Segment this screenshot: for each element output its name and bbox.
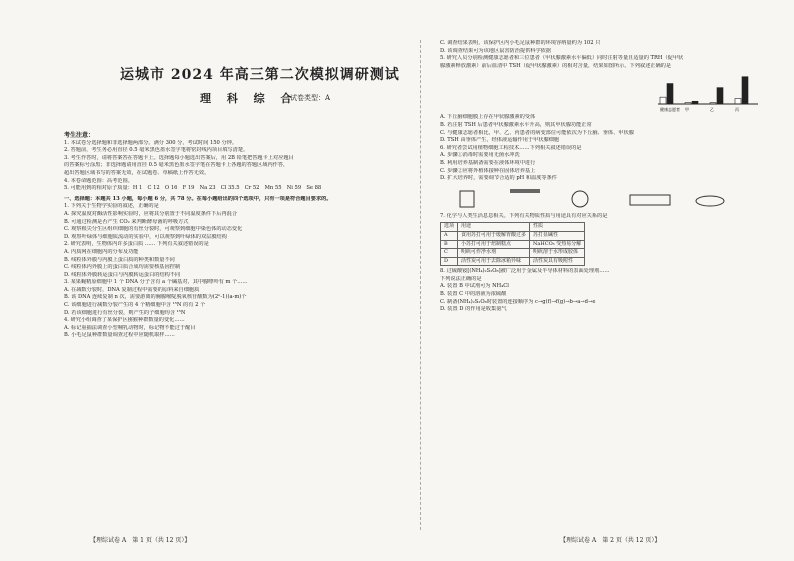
question-line: C. 该细胞进行减数分裂产生的 4 个精细胞中含 ¹⁵N 的有 2 个 [64, 302, 206, 309]
table-header-row [441, 223, 585, 232]
paper-type: 试卷类型：A [290, 94, 331, 102]
footer-right: 【理综试卷 A 第 2 页（共 12 页）】 [560, 537, 661, 544]
question-line: 下列说法正确的是 [440, 275, 482, 282]
question-line: D. 装置 D 的作用是收集氨气 [440, 306, 507, 313]
chart-category-label: 丙 [735, 107, 739, 113]
chart-bar [742, 77, 748, 104]
chart-bar [717, 88, 723, 104]
notice-item: 2. 答题前，考生务必用直径 0.5 毫米黑色墨水签字笔将密封线内项目填写清楚。 [64, 147, 249, 154]
right-question-lines-b [440, 114, 770, 182]
right-column [440, 40, 770, 314]
question-line: 6. 研究者尝试用植物细胞工程技术……下列相关叙述错误的是 [440, 144, 582, 151]
chart-category-label: 乙 [710, 107, 714, 113]
table-row [441, 257, 585, 266]
notice-list [64, 140, 424, 193]
page-divider [420, 40, 421, 530]
question-line: 腺激素释放激素）前后血清中 TSH（促甲状腺激素）的相对含量，结果如图所示。下列叙述正确的是 [440, 62, 672, 69]
chart-bar [660, 98, 666, 105]
notice-item: 3. 考生作答时，请将答案答在答题卡上。选择题每小题选出答案后，用 2B 铅笔把答题卡上对应题目 [64, 154, 294, 161]
table-cell: A [441, 231, 458, 240]
right-question-lines-c [440, 213, 770, 221]
table-cell: 性质 [530, 223, 585, 232]
beaker-shape [460, 191, 474, 207]
table-cell: 用途 [458, 223, 530, 232]
question-line: B. 线粒体外膜与内膜上蛋白质的种类和数量不同 [64, 256, 175, 263]
question-line: 5. 研究人员分别检测健康志愿者和三位患者（甲状腺激素水平偏低）同时注射等量且适量的 TRH（促甲状 [440, 55, 684, 62]
notice-item: 4. 本卷命题范围：高考范围。 [64, 177, 133, 184]
question-line: B. 该 DNA 连续复制 n 次，需要游离的胸腺嘧啶脱氧核苷酸数为(2ⁿ-1)(a-m)个 [64, 294, 247, 301]
table-cell: NaHCO₃ 受热易分解 [530, 240, 585, 249]
question-line: B. 装置 C 中的溶液为浓硫酸 [440, 291, 507, 298]
table-cell: B [441, 240, 458, 249]
left-question-lines [64, 203, 424, 340]
table-cell: 明矾溶于水形成胶体 [530, 249, 585, 258]
tsh-bar-chart-svg [650, 72, 760, 112]
question-line: D. TSH 由垂体产生，经体液运输作用于甲状腺细胞 [440, 137, 560, 144]
question-line: D. 扩大培养时，需要调节合适的 pH 和温度等条件 [440, 175, 557, 182]
notice-item: 5. 可能用到的相对原子质量：H 1 C 12 O 16 F 19 Na 23 Cl 35.5 Cr 52 Mn 55 Ni 59 Se 88 [64, 185, 322, 192]
table-cell: D [441, 257, 458, 266]
right-question-lines-d [440, 268, 770, 314]
question-line: B. 小毛足鼠种群数量调查过程中应随机取样…… [64, 332, 175, 339]
question-line: 4. 研究小组调查了某保护区猕猴种群数量的变化…… [64, 317, 185, 324]
chart-bar [735, 99, 741, 104]
flask-shape [572, 191, 588, 207]
question-line: A. 步骤①消毒时需要用无菌水冲洗 [440, 152, 520, 159]
table-cell: 苏打显碱性 [530, 231, 585, 240]
question-line: A. 在减数分裂时，DNA 复制过程中需要的原料来自细胞质 [64, 286, 200, 293]
question-line: D. 线粒体外膜转运蛋白与内膜转运蛋白的结构不同 [64, 271, 181, 278]
question-line: C. 调查结果表明，该保护区内小毛足鼠种群的环境容纳量约为 102 只 [440, 40, 601, 46]
question-line: 2. 研究表明，生物体内许多蛋白质 …… 下列有关叙述错误的是 [64, 241, 209, 248]
tube-shape [510, 189, 540, 193]
table-cell: 食用苏打可用于缓解胃酸过多 [458, 231, 530, 240]
notice-item: 1. 本试卷分选择题和非选择题两部分。满分 300 分，考试时间 150 分钟。 [64, 139, 238, 146]
question-line: D. 该调查结果可为该地区鼠害防治提供科学依据 [440, 47, 552, 54]
question-line: B. 利用培养基制备需要在液体环境中进行 [440, 159, 536, 166]
question-line: A. 标记重捕法调查小型哺乳动物时，标记物不能过于醒目 [64, 324, 196, 331]
lab-apparatus-illustration [440, 185, 740, 211]
exam-title: 运城市 2024 年高三第二次模拟调研测试 [120, 67, 400, 83]
question-line: 1. 下列关于生物学实验的叙述，正确的是 [64, 203, 159, 210]
table-cell: 活性炭具有吸附性 [530, 257, 585, 266]
question-line: C. 观察根尖分生区组织细胞的有丝分裂时，可观察到细胞中染色体的动态变化 [64, 226, 243, 233]
chart-category-label: 健康志愿者 [660, 107, 680, 113]
table-cell: 明矾可作净水剂 [458, 249, 530, 258]
question-line: C. 与健康志愿者相比，甲、乙、丙患者的病变部位可能依次为下丘脑、垂体、甲状腺 [440, 129, 634, 136]
chart-bar [667, 84, 673, 104]
question-line: D. 观察叶绿体与细胞质流动的实验中，可以观察到叶绿体的双层膜结构 [64, 233, 227, 240]
question-line: A. 内质网在细胞内的分布及功能 [64, 248, 139, 255]
table-cell: 小苏打可用于焙制糕点 [458, 240, 530, 249]
question-line: C. 线粒体内外膜上的蛋白质合成均需要核基因控制 [64, 264, 181, 271]
dish-shape [696, 196, 724, 206]
table-row [441, 231, 585, 240]
table-cell: 活性炭可用于去除冰箱异味 [458, 257, 530, 266]
apparatus-figure [440, 185, 770, 211]
question-line: A. 下丘脑细胞膜上存在甲状腺激素的受体 [440, 114, 536, 121]
notice-item: 超出答题区域书写的答案无效，在试题卷、草稿纸上作答无效。 [64, 169, 210, 176]
question-line: B. 可通过检测是否产生 CO₂ 来判断酵母菌的呼吸方式 [64, 218, 189, 225]
footer-left: 【理综试卷 A 第 1 页（共 12 页）】 [90, 537, 191, 544]
question-line: C. 步骤②应将外植体接种在固体培养基上 [440, 167, 536, 174]
table-row [441, 249, 585, 258]
notice-heading: 考生注意： [64, 132, 95, 139]
table-row [441, 240, 585, 249]
question-line: A. 装置 B 中试剂可为 NH₄Cl [440, 283, 509, 290]
table-cell: C [441, 249, 458, 258]
left-column [64, 128, 424, 340]
chart-category-label: 甲 [685, 107, 689, 113]
tsh-chart [650, 72, 770, 112]
question-line: C. 制备(NH₄)₂S₂O₈时装置的连接顺序为 c→g(f)→f(g)→b→a→d→e [440, 298, 596, 305]
question-line: 7. 化学与人类生活息息相关。下列有关物质性质与用途具有对应关系的是 [440, 212, 608, 219]
options-table [440, 222, 585, 266]
question-line: B. 若注射 TSH 后患者甲状腺激素水平升高，则其甲状腺功能正常 [440, 121, 592, 128]
question-line: 8. 过硫酸铵[(NH₄)₂S₂O₈]被广泛用于金属及半导体材料的表面处理剂…… [440, 268, 610, 275]
question-line: D. 若该细胞进行有丝分裂，则产生的子细胞均含 ¹⁵N [64, 309, 186, 316]
section-heading: 一、选择题：本题共 13 小题，每小题 6 分，共 78 分。在每小题给出的四个选项中，只有一项是符合题目要求的。 [64, 195, 332, 202]
question-line: A. 探究温度对酶活性影响实验时，应将其分别置于不同温度条件下后再混合 [64, 210, 238, 217]
question-line: 3. 某果蝇精原细胞中 1 个 DNA 分子含有 a 个碱基对，其中腺嘌呤有 m 个…… [64, 279, 248, 286]
notice-item: 的答案标号涂黑；非选择题请用直径 0.5 毫米黑色墨水签字笔在答题卡上各题的答题区域内作答， [64, 162, 289, 169]
right-question-lines-a [440, 40, 770, 70]
tray-shape [630, 195, 670, 205]
exam-subtitle: 理 科 综 合 [200, 92, 298, 105]
table-cell: 选项 [441, 223, 458, 232]
